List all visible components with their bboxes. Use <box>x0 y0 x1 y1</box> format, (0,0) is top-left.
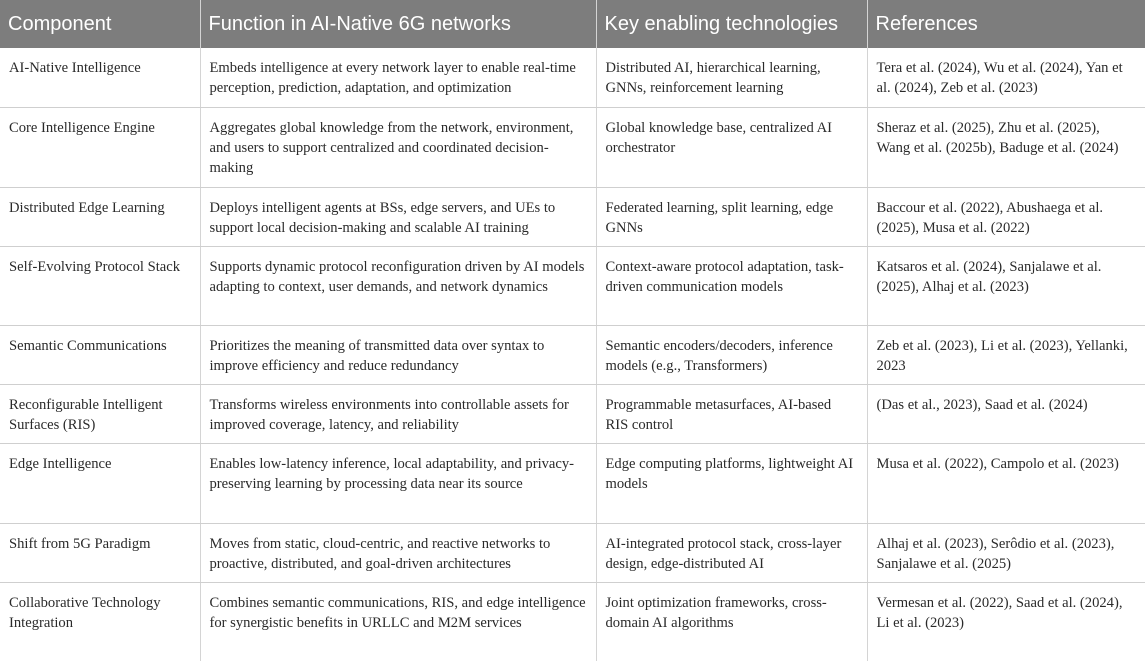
header-references: References <box>867 0 1145 48</box>
table-row <box>0 582 1145 661</box>
header-function: Function in AI-Native 6G networks <box>200 0 596 48</box>
header-technologies: Key enabling technologies <box>596 0 867 48</box>
cell-function: Deploys intelligent agents at BSs, edge servers, and UEs to support local decision-making and scalable AI training <box>200 187 596 246</box>
table-row <box>0 443 1145 523</box>
table-row <box>0 384 1145 443</box>
cell-function: Prioritizes the meaning of transmitted data over syntax to improve efficiency and reduce redundancy <box>200 325 596 384</box>
cell-component: Core Intelligence Engine <box>0 107 200 187</box>
cell-component: Semantic Communications <box>0 325 200 384</box>
cell-references: (Das et al., 2023), Saad et al. (2024) <box>867 384 1145 443</box>
cell-component: Shift from 5G Paradigm <box>0 523 200 582</box>
table-row <box>0 187 1145 246</box>
cell-function: Moves from static, cloud-centric, and reactive networks to proactive, distributed, and goal-driven architectures <box>200 523 596 582</box>
table-header <box>0 0 1145 48</box>
cell-technologies: Programmable metasurfaces, AI-based RIS control <box>596 384 867 443</box>
cell-component: Reconfigurable Intelligent Surfaces (RIS) <box>0 384 200 443</box>
cell-references: Zeb et al. (2023), Li et al. (2023), Yellanki, 2023 <box>867 325 1145 384</box>
cell-references: Tera et al. (2024), Wu et al. (2024), Yan et al. (2024), Zeb et al. (2023) <box>867 48 1145 107</box>
cell-references: Baccour et al. (2022), Abushaega et al. (2025), Musa et al. (2022) <box>867 187 1145 246</box>
cell-references: Vermesan et al. (2022), Saad et al. (2024), Li et al. (2023) <box>867 582 1145 661</box>
cell-component: Distributed Edge Learning <box>0 187 200 246</box>
cell-technologies: Semantic encoders/decoders, inference models (e.g., Transformers) <box>596 325 867 384</box>
cell-function: Transforms wireless environments into controllable assets for improved coverage, latency, and reliability <box>200 384 596 443</box>
cell-component: AI-Native Intelligence <box>0 48 200 107</box>
cell-technologies: Context-aware protocol adaptation, task-driven communication models <box>596 246 867 325</box>
header-row <box>0 0 1145 48</box>
cell-technologies: AI-integrated protocol stack, cross-layer design, edge-distributed AI <box>596 523 867 582</box>
table-row <box>0 107 1145 187</box>
table-row <box>0 523 1145 582</box>
cell-component: Edge Intelligence <box>0 443 200 523</box>
cell-references: Sheraz et al. (2025), Zhu et al. (2025), Wang et al. (2025b), Baduge et al. (2024) <box>867 107 1145 187</box>
cell-function: Enables low-latency inference, local adaptability, and privacy-preserving learning by processing data near its source <box>200 443 596 523</box>
cell-function: Combines semantic communications, RIS, and edge intelligence for synergistic benefits in URLLC and M2M services <box>200 582 596 661</box>
cell-technologies: Edge computing platforms, lightweight AI models <box>596 443 867 523</box>
table-body <box>0 48 1145 661</box>
cell-component: Collaborative Technology Integration <box>9 594 161 631</box>
cell-function: Supports dynamic protocol reconfiguration driven by AI models adapting to context, user demands, and network dynamics <box>200 246 596 325</box>
cell-references: Musa et al. (2022), Campolo et al. (2023) <box>867 443 1145 523</box>
cell-references: Alhaj et al. (2023), Serôdio et al. (2023), Sanjalawe et al. (2025) <box>867 523 1145 582</box>
table-row <box>0 325 1145 384</box>
cell-function: Aggregates global knowledge from the network, environment, and users to support centralized and coordinated decision-making <box>200 107 596 187</box>
cell-component: Self-Evolving Protocol Stack <box>0 246 200 325</box>
cell-technologies: Global knowledge base, centralized AI orchestrator <box>596 107 867 187</box>
table-row <box>0 48 1145 107</box>
cell-references: Katsaros et al. (2024), Sanjalawe et al. (2025), Alhaj et al. (2023) <box>867 246 1145 325</box>
cell-function: Embeds intelligence at every network layer to enable real-time perception, prediction, adaptation, and optimization <box>200 48 596 107</box>
cell-technologies: Federated learning, split learning, edge GNNs <box>596 187 867 246</box>
header-component: Component <box>0 0 200 48</box>
table-row <box>0 246 1145 325</box>
cell-technologies: Distributed AI, hierarchical learning, GNNs, reinforcement learning <box>596 48 867 107</box>
cell-technologies: Joint optimization frameworks, cross-domain AI algorithms <box>596 582 867 661</box>
